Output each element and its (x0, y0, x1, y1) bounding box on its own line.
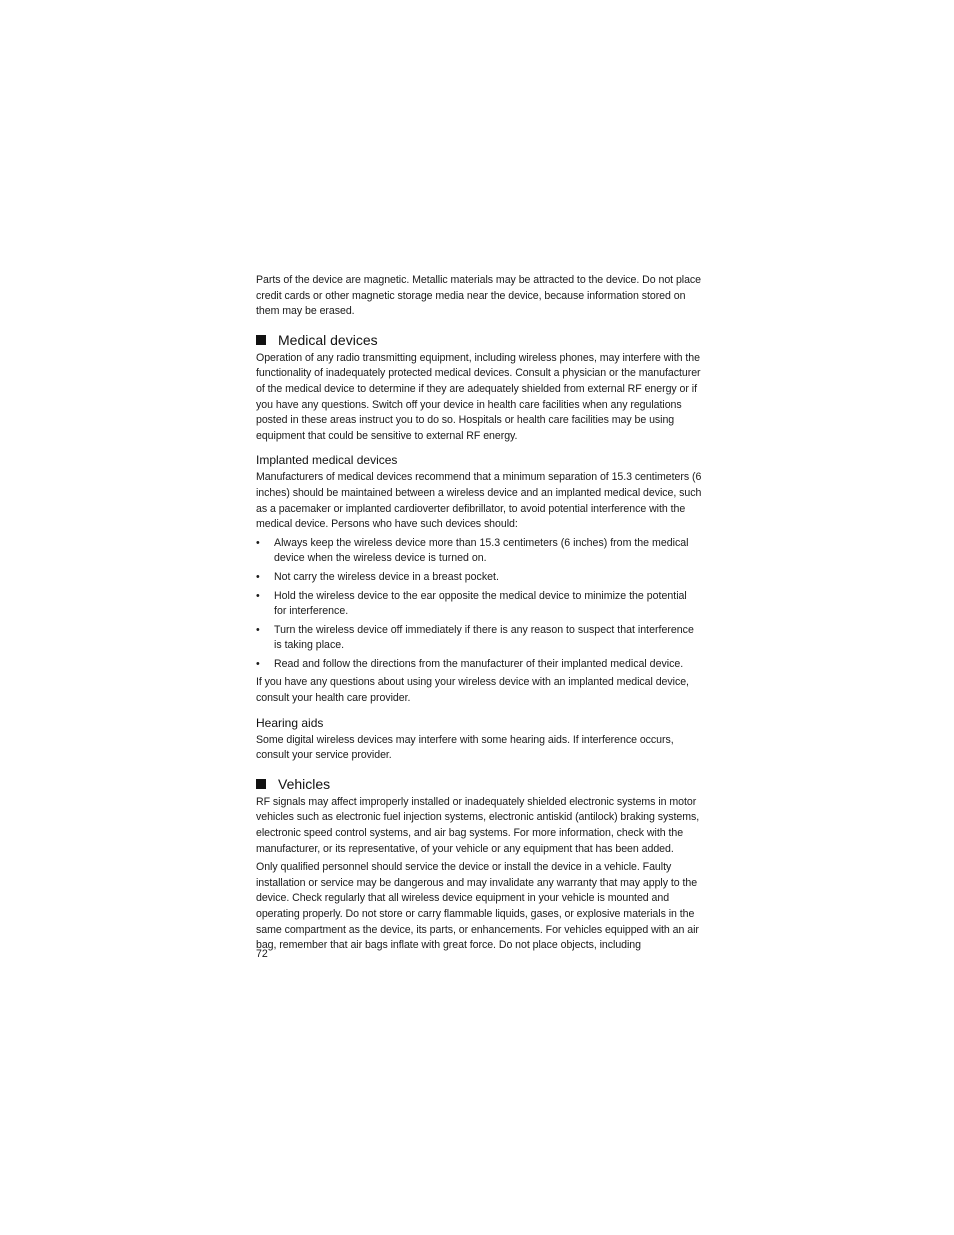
implanted-bullet-list (256, 536, 702, 673)
list-item-text: Read and follow the directions from the manufacturer of their implanted medical device. (274, 657, 684, 670)
page-content (256, 273, 702, 954)
page-number: 72 (256, 948, 268, 960)
implanted-devices-paragraph: Manufacturers of medical devices recommend that a minimum separation of 15.3 centimeters (6 inches) should be maintained between a wireless device and an implanted medical device, such as a pacemaker or implanted cardioverter defibrillator, to avoid potential interference with the medical device. Persons who have such devices should: (256, 471, 702, 531)
list-item (256, 657, 702, 673)
medical-devices-heading (256, 331, 702, 349)
list-item (256, 536, 702, 567)
list-item-text: Turn the wireless device off immediately if there is any reason to suspect that interference is taking place. (274, 623, 694, 652)
vehicles-title: Vehicles (278, 775, 331, 792)
bullet-icon: • (256, 657, 260, 670)
vehicles-paragraph-2: Only qualified personnel should service the device or install the device in a vehicle. Faulty installation or service may be dangerous and may invalidate any warranty that may apply to the device. Check regularly that all wireless device equipment in your vehicle is mounted and operating properly. Do not store or carry flammable liquids, gases, or explosive materials in the same compartment as the device, its parts, or enhancements. For vehicles equipped with an air bag, remember that air bags inflate with great force. Do not place objects, including (256, 861, 699, 952)
list-item-text: Hold the wireless device to the ear opposite the medical device to minimize the potential for interference. (274, 589, 687, 618)
list-item (256, 570, 702, 586)
vehicles-heading (256, 775, 702, 793)
bullet-icon: • (256, 536, 260, 549)
intro-paragraph: Parts of the device are magnetic. Metallic materials may be attracted to the device. Do not place credit cards or other magnetic storage media near the device, because information stored on them may be erased. (256, 274, 702, 318)
bullet-icon: • (256, 570, 260, 583)
bullet-icon: • (256, 589, 260, 602)
list-item (256, 623, 702, 654)
medical-devices-title: Medical devices (278, 331, 378, 348)
implanted-devices-heading: Implanted medical devices (256, 453, 398, 468)
list-item-text: Always keep the wireless device more than 15.3 centimeters (6 inches) from the medical device when the wireless device is turned on. (274, 536, 689, 565)
section-square-icon (256, 779, 266, 789)
vehicles-paragraph-1: RF signals may affect improperly installed or inadequately shielded electronic systems in motor vehicles such as electronic fuel injection systems, electronic antiskid (antilock) braking systems, electronic speed control systems, and air bag systems. For more information, check with the manufacturer, or its representative, of your vehicle or any equipment that has been added. (256, 795, 700, 855)
hearing-aids-paragraph: Some digital wireless devices may interfere with some hearing aids. If interference occurs, consult your service provider. (256, 733, 674, 762)
implanted-closing-paragraph: If you have any questions about using your wireless device with an implanted medical device, consult your health care provider. (256, 676, 689, 705)
section-square-icon (256, 335, 266, 345)
bullet-icon: • (256, 623, 260, 636)
list-item-text: Not carry the wireless device in a breast pocket. (274, 570, 499, 583)
list-item (256, 589, 702, 620)
hearing-aids-heading: Hearing aids (256, 715, 324, 730)
medical-devices-paragraph: Operation of any radio transmitting equipment, including wireless phones, may interfere with the functionality of inadequately protected medical devices. Consult a physician or the manufacturer of the medical device to determine if they are adequately shielded from external RF energy or if you have any questions. Switch off your device in health care facilities when any regulations posted in these areas instruct you to do so. Hospitals or health care facilities may be using equipment that could be sensitive to external RF energy. (256, 351, 701, 442)
